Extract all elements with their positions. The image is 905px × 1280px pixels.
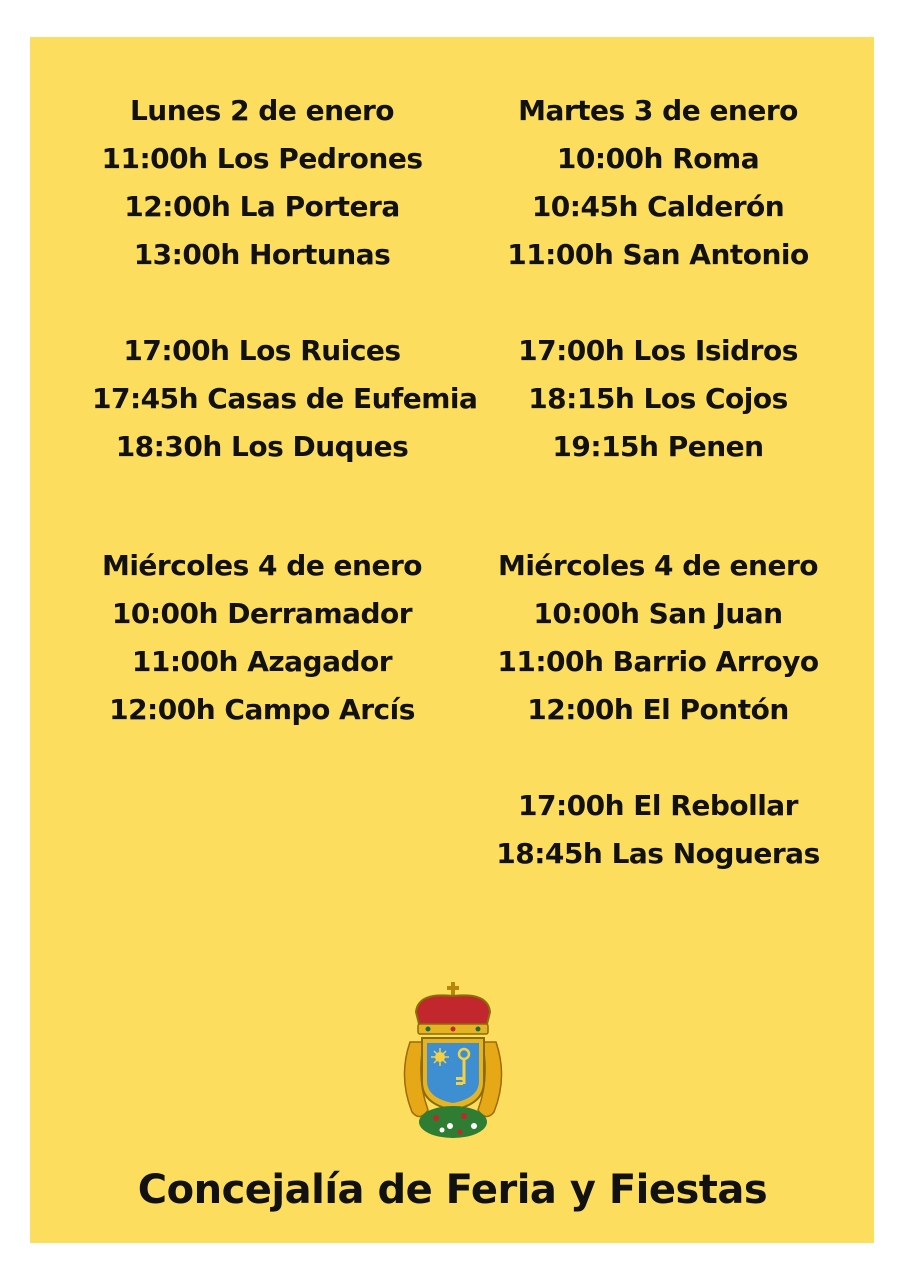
schedule-entry: 11:00h San Antonio (507, 238, 809, 271)
schedule-entry: 11:00h Barrio Arroyo (497, 645, 819, 678)
day-heading: Miércoles 4 de enero (497, 549, 819, 582)
day-wednesday-right (488, 542, 828, 878)
day-wednesday-left (92, 542, 432, 734)
day-heading: Miércoles 4 de enero (101, 549, 423, 582)
schedule-entry: 10:00h San Juan (533, 597, 783, 630)
coat-of-arms-icon (398, 982, 508, 1142)
day-heading: Lunes 2 de enero (129, 94, 395, 127)
schedule-entry: 11:00h Azagador (131, 645, 393, 678)
schedule-entry: 12:00h La Portera (124, 190, 400, 223)
day-monday (92, 87, 478, 471)
schedule-entry: 18:45h Las Nogueras (496, 837, 820, 870)
day-heading: Martes 3 de enero (518, 94, 798, 127)
schedule-entry: 10:00h Derramador (111, 597, 413, 630)
schedule-entry: 12:00h El Pontón (527, 693, 789, 726)
day-tuesday (488, 87, 828, 471)
schedule-entry: 18:30h Los Duques (115, 430, 409, 463)
schedule-entry: 13:00h Hortunas (133, 238, 391, 271)
schedule-entry: 11:00h Los Pedrones (101, 142, 423, 175)
schedule-entry: 10:00h Roma (556, 142, 760, 175)
schedule-entry: 12:00h Campo Arcís (109, 693, 415, 726)
schedule-entry: 17:00h Los Ruices (123, 334, 401, 367)
schedule-entry: 10:45h Calderón (531, 190, 785, 223)
schedule-entry: 17:45h Casas de Eufemia (92, 382, 478, 415)
organizer-footer: Concejalía de Feria y Fiestas (137, 1167, 768, 1213)
schedule-entry: 17:00h Los Isidros (518, 334, 798, 367)
schedule-entry: 19:15h Penen (552, 430, 764, 463)
schedule-entry: 17:00h El Rebollar (517, 789, 798, 822)
schedule-entry: 18:15h Los Cojos (528, 382, 788, 415)
